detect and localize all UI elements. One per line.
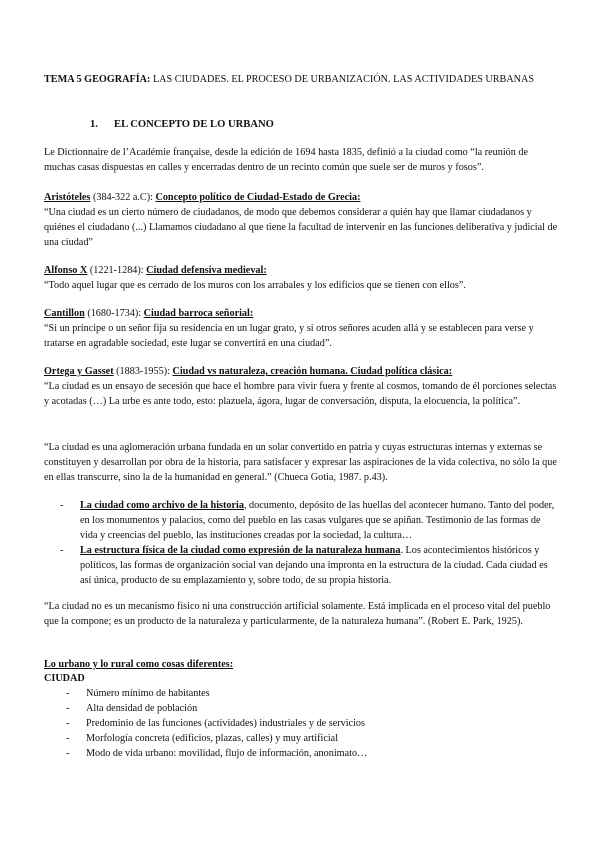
list-item — [60, 716, 560, 731]
title-rest: LAS CIUDADES. EL PROCESO DE URBANIZACIÓN. LAS ACTIVIDADES URBANAS — [150, 74, 535, 85]
city-features-list — [60, 686, 560, 761]
quote-dates: (1883-1955): — [113, 366, 173, 377]
list-item — [60, 731, 560, 746]
bullet-text: , documento, depósito de las huellas del acontecer humano. Tanto del poder, en los monumentos y palacios, como del pueblo en las casas vulgares que se apiñan. Testimonio de las formas de vida y creencias del pueblo, las instituciones creadas por la sociedad, la cultura… — [80, 500, 555, 541]
list-item-text: Morfología concreta (edificios, plazas, calles) y muy artificial — [86, 733, 339, 744]
chueca-quote: “La ciudad es una aglomeración urbana fundada en un solar convertido en patria y cuyas estructuras internas y externas se constituyen y desarrollan por obra de la historia, para satisfacer y expresar las aspiraciones de la vida colectiva, no sólo la que en ellas transcurre, sino la de la humanidad en general.” (Chueca Gotia, 1987. p.43). — [44, 442, 557, 483]
section-heading — [90, 117, 600, 132]
list-item-text: Modo de vida urbano: movilidad, flujo de información, anonimato… — [86, 748, 368, 759]
quote-text: “Una ciudad es un cierto número de ciudadanos, de modo que debemos considerar a quién hay que llamar ciudadanos y quiénes el ciudadano (...) Llamamos ciudadano al que tiene la facultad de intervenir en las funciones deliberativa y judicial de una ciudad” — [44, 207, 558, 248]
quote-author: Alfonso X — [44, 265, 88, 276]
bullet-bold: La estructura física de la ciudad como expresión de la naturaleza humana — [80, 545, 401, 556]
list-item — [60, 701, 560, 716]
document-title — [44, 72, 560, 87]
quote-author: Cantillon — [44, 308, 85, 319]
quote-text: “Si un príncipe o un señor fija su residencia en un lugar grato, y si otros señores acuden allá y se establecen para verse y tratarse en agradable sociedad, este lugar se convertirá en una ciudad”. — [44, 323, 534, 349]
park-quote: “La ciudad no es un mecanismo físico ni una construcción artificial solamente. Está implicada en el proceso vital del pueblo que la compone; es un producto de la naturaleza y particularmente, de la naturaleza humana”. (Robert E. Park, 1925). — [44, 601, 551, 627]
bullet-text: . Los acontecimientos históricos y políticos, las formas de organización social van dejando una impronta en la estructura de la ciudad. Cada ciudad es así única, producto de su emplazamiento y, sobre todo, de su propia historia. — [80, 545, 548, 586]
quote-concept: Concepto político de Ciudad-Estado de Grecia: — [155, 192, 361, 203]
list-item-text: Número mínimo de habitantes — [86, 688, 210, 699]
title-bold: TEMA 5 GEOGRAFÍA: — [44, 74, 151, 85]
quote-text: “La ciudad es un ensayo de secesión que hace el hombre para vivir fuera y frente al cosmos, tomando de él porciones selectas y acotadas (…) La urbe es ante todo, esto: plazuela, ágora, lugar de conversación, disputa, la elocuencia, la política”. — [44, 381, 557, 407]
city-subheading: CIUDAD — [44, 673, 85, 684]
quote-dates: (384-322 a.C): — [90, 192, 156, 203]
list-item-text: Alta densidad de población — [86, 703, 198, 714]
bullet-dash: - — [66, 703, 70, 714]
history-bullet-list — [60, 498, 560, 588]
quote-concept: Ciudad defensiva medieval: — [146, 265, 267, 276]
list-item-text: Predominio de las funciones (actividades) industriales y de servicios — [86, 718, 365, 729]
list-item — [60, 543, 560, 588]
quote-block-aristoteles — [44, 190, 560, 250]
section-number: 1. — [90, 119, 98, 130]
quote-author: Ortega y Gasset — [44, 366, 114, 377]
quote-block-alfonso — [44, 263, 560, 293]
urban-rural-heading: Lo urbano y lo rural como cosas diferentes: — [44, 659, 234, 670]
quote-author: Aristóteles — [44, 192, 91, 203]
bullet-dash: - — [66, 718, 70, 729]
bullet-dash: - — [60, 500, 64, 511]
section-title: EL CONCEPTO DE LO URBANO — [114, 119, 274, 130]
quote-dates: (1221-1284): — [87, 265, 147, 276]
quote-dates: (1680-1734): — [84, 308, 144, 319]
quote-concept: Ciudad vs naturaleza, creación humana. Ciudad política clásica: — [172, 366, 453, 377]
list-item — [60, 686, 560, 701]
quote-block-ortega — [44, 364, 560, 409]
bullet-bold: La ciudad como archivo de la historia — [80, 500, 244, 511]
list-item — [60, 746, 560, 761]
quote-text: “Todo aquel lugar que es cerrado de los muros con los arrabales y los edificios que se tienen con ellos”. — [44, 280, 466, 291]
bullet-dash: - — [60, 545, 64, 556]
bullet-dash: - — [66, 688, 70, 699]
intro-paragraph: Le Dictionnaire de l’Académie française, desde la edición de 1694 hasta 1835, definió a la ciudad como “la reunión de muchas casas dispuestas en calles y encerradas dentro de un recinto común que suele ser de muros y fosos”. — [44, 147, 528, 173]
list-item — [60, 498, 560, 543]
quote-concept: Ciudad barroca señorial: — [143, 308, 254, 319]
quote-block-cantillon — [44, 306, 560, 351]
bullet-dash: - — [66, 748, 70, 759]
bullet-dash: - — [66, 733, 70, 744]
